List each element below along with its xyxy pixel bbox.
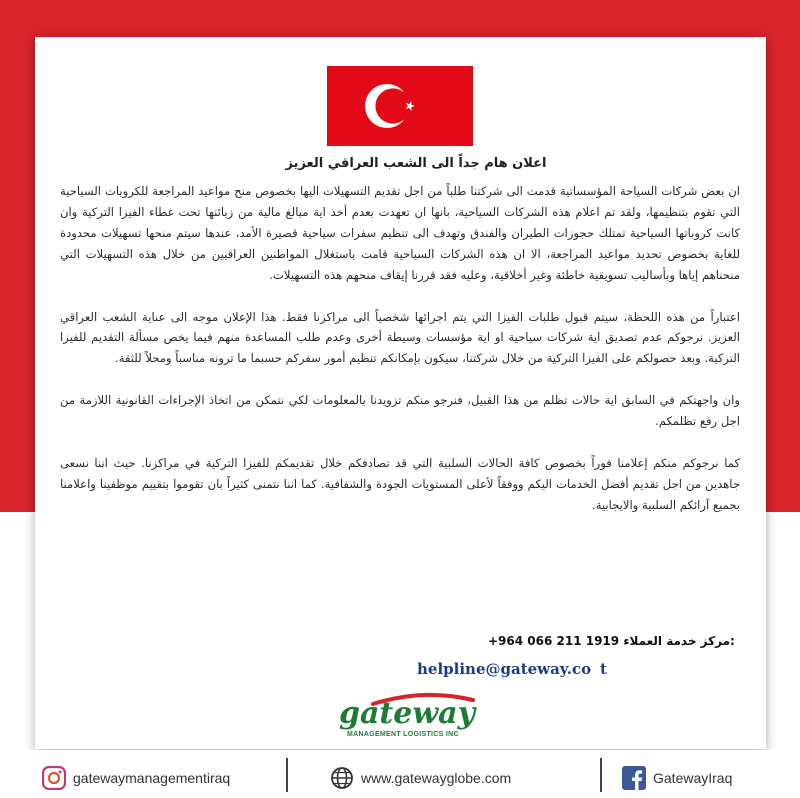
logo-subtitle: MANAGEMENT LOGISTICS INC xyxy=(347,731,459,738)
customer-service-label: مركز خدمة العملاء: xyxy=(623,634,735,648)
email-tail: t xyxy=(600,660,607,678)
instagram-icon xyxy=(42,766,66,790)
paragraph-3: وان واجهتكم في السابق اية حالات تظلم من هذا القبيل، فنرجو منكم تزويدنا بالمعلومات لكي نتمكن من اتخاذ الإجراءات القانونية اللازمة من اجل رفع تظلمكم. xyxy=(60,393,740,429)
phone-number[interactable]: +964 066 211 1919 xyxy=(488,634,620,648)
email-address[interactable]: helpline@gateway.co xyxy=(417,660,592,678)
footer-divider-2 xyxy=(600,758,602,792)
paragraph-4: كما نرجوكم منكم إعلامنا فوراً بخصوص كافة الحالات السلبية التي قد تصادفكم خلال تقديمكم للفيزا التركية في مراكزنا. حيث اننا نسعى جاهدين من اجل تقديم أفضل الخدمات اليكم ووفقاً لأعلى المستويات الجودة والشفافية. كما اننا نتمنى كثيراً بان تقوموا بتقييم موظفينا واعلامنا بجميع آرائكم السلبية والايجابية. xyxy=(60,456,740,512)
social-footer xyxy=(0,750,800,798)
paragraph-1: ان بعض شركات السياحة المؤسساتية قدمت الى شركتنا طلباً من اجل تقديم التسهيلات اليها بخصوص منح مواعيد المراجعة للكروبات السياحية التي تقوم بتنظيمها، ولقد تم اعلام هذه الشركات السياحية، بانها ان تعهدت بعدم أخذ اية مبالغ مالية من زبائنها تحت غطاء الفيزا التركية وان كانت كروباتها السياحية تمتلك حجوزات الطيران والفندق وتهدف الى تنظيم سفرات سياحية قصيرة الأمد، عندها سيتم منحها تسهيلات محدودة للغاية بخصوص تحديد مواعيد المراجعة، الا ان هذه الشركات السياحية قامت باستغلال المواطنين العراقيين من خلال هذه التسهيلات التي منحناهم إياها وبأساليب تسويقية خاطئة وغير أخلاقية، وعليه فقد قررنا إيقاف منحهم هذه التسهيلات. xyxy=(60,184,740,282)
turkish-flag xyxy=(327,66,473,146)
instagram-link[interactable] xyxy=(42,766,230,790)
paragraph-2: اعتباراً من هذه اللحظة، سيتم قبول طلبات الفيزا التي يتم اجرائها شخصياً الى مراكزنا فقط. هذا الإعلان موجه الى عناية الشعب العراقي العزيز. نرجوكم عدم تصديق اية شركات سياحية او اية مؤسسات وسيطة أخرى وعدم طلب المساعدة منهم فيما يخص مسألة التقديم للفيزا التركية. وبعد حصولكم على الفيزا التركية من خلال شركتنا، سيكون بإمكانكم تنظيم أمور سفركم حسبما ما ترونه مناسباً ومحلاً للثقة. xyxy=(60,309,740,366)
customer-service-line xyxy=(488,634,738,648)
globe-icon xyxy=(330,766,354,790)
announcement-heading: اعلان هام جداً الى الشعب العراقي العزيز xyxy=(285,156,547,171)
website-link[interactable] xyxy=(330,766,511,790)
facebook-link[interactable] xyxy=(622,766,732,790)
logo-wordmark: gateway xyxy=(339,696,476,731)
website-url: www.gatewayglobe.com xyxy=(361,770,512,786)
facebook-page: GatewayIraq xyxy=(653,770,733,786)
footer-divider-1 xyxy=(286,758,288,792)
gateway-logo xyxy=(333,690,483,745)
crescent-star-icon xyxy=(327,66,473,146)
announcement-body xyxy=(60,181,740,537)
instagram-handle: gatewaymanagementiraq xyxy=(73,770,231,786)
facebook-icon xyxy=(622,766,646,790)
